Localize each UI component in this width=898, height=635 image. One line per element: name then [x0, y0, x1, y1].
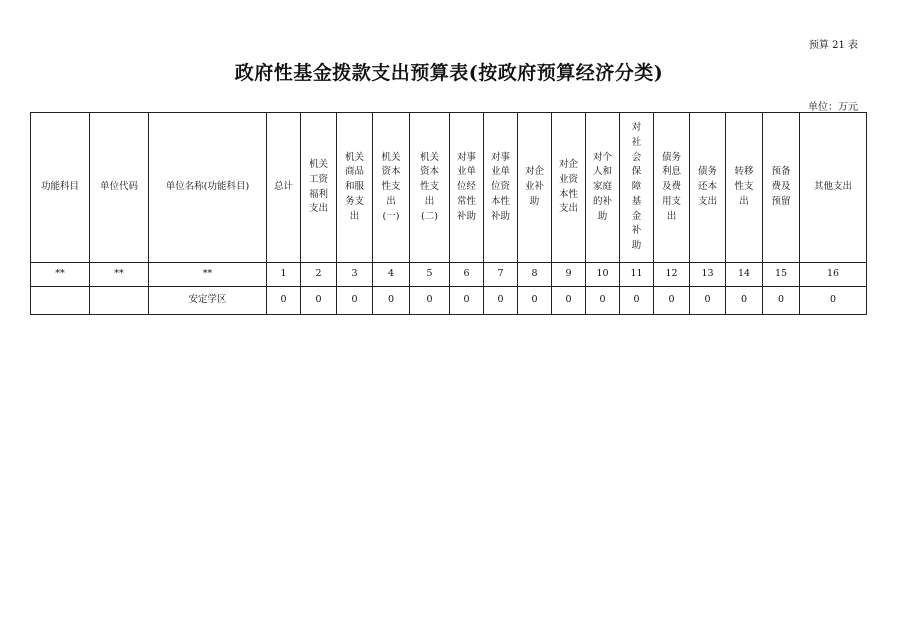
- index-cell: 3: [337, 263, 373, 287]
- form-number: 预算 21 表: [808, 40, 858, 51]
- header-label: 机关商品和服务支出: [344, 151, 364, 222]
- header-col: [654, 113, 690, 263]
- header-col: [690, 113, 726, 263]
- index-cell: 13: [690, 263, 726, 287]
- index-cell: 16: [800, 263, 867, 287]
- index-cell: **: [90, 263, 149, 287]
- value-cell: 0: [690, 287, 726, 315]
- header-col: [337, 113, 373, 263]
- value-cell: 0: [586, 287, 620, 315]
- function-subject-cell: [31, 287, 90, 315]
- index-cell: 2: [301, 263, 337, 287]
- header-label: 机关资本性支出(一): [381, 151, 401, 222]
- value-cell: 0: [301, 287, 337, 315]
- header-label: 其他支出: [813, 181, 852, 193]
- value-cell: 0: [800, 287, 867, 315]
- value-cell: 0: [726, 287, 763, 315]
- header-label: 债务利息及费用支出: [661, 151, 681, 222]
- page-title: 政府性基金拨款支出预算表(按政府预算经济分类): [234, 62, 664, 84]
- value-cell: 0: [620, 287, 654, 315]
- index-cell: 7: [484, 263, 518, 287]
- header-label: 机关资本性支出(二): [419, 151, 439, 222]
- header-col: [763, 113, 800, 263]
- unit-label: 单位：万元: [808, 102, 858, 113]
- budget-table: [30, 112, 867, 315]
- value-cell: 0: [373, 287, 410, 315]
- header-label: 机关工资福利支出: [308, 159, 328, 215]
- header-unit-name: 单位名称(功能科目): [149, 113, 267, 263]
- index-cell: 10: [586, 263, 620, 287]
- header-label: 对个人和家庭的补助: [592, 151, 612, 222]
- header-label: 对企业资本性支出: [558, 159, 578, 215]
- header-label: 预备费及预留: [771, 166, 791, 207]
- header-col: [800, 113, 867, 263]
- header-function-subject: 功能科目: [31, 113, 90, 263]
- index-cell: 12: [654, 263, 690, 287]
- table-header-row: [31, 113, 867, 263]
- index-cell: **: [149, 263, 267, 287]
- header-col: [450, 113, 484, 263]
- value-cell: 0: [484, 287, 518, 315]
- index-cell: 5: [410, 263, 450, 287]
- unit-code-cell: [90, 287, 149, 315]
- header-col: [620, 113, 654, 263]
- index-cell: **: [31, 263, 90, 287]
- header-label: 转移性支出: [734, 166, 754, 207]
- value-cell: 0: [450, 287, 484, 315]
- table-row: [31, 287, 867, 315]
- index-cell: 11: [620, 263, 654, 287]
- index-cell: 1: [267, 263, 301, 287]
- header-label: 债务还本支出: [697, 166, 717, 207]
- header-label: 对社会保障基金补助: [631, 122, 642, 252]
- value-cell: 0: [552, 287, 586, 315]
- index-row: [31, 263, 867, 287]
- index-cell: 6: [450, 263, 484, 287]
- header-col: [410, 113, 450, 263]
- header-col: [301, 113, 337, 263]
- header-total: 总计: [267, 113, 301, 263]
- header-col: [484, 113, 518, 263]
- header-col: [552, 113, 586, 263]
- unit-name-cell: 安定学区: [149, 287, 267, 315]
- value-cell: 0: [410, 287, 450, 315]
- index-cell: 8: [518, 263, 552, 287]
- header-label: 对事业单位经常性补助: [456, 151, 476, 222]
- value-cell: 0: [337, 287, 373, 315]
- index-cell: 15: [763, 263, 800, 287]
- value-cell: 0: [763, 287, 800, 315]
- value-cell: 0: [518, 287, 552, 315]
- index-cell: 9: [552, 263, 586, 287]
- header-label: 对企业补助: [524, 166, 544, 207]
- header-col: [586, 113, 620, 263]
- header-unit-code: 单位代码: [90, 113, 149, 263]
- index-cell: 14: [726, 263, 763, 287]
- value-cell: 0: [267, 287, 301, 315]
- value-cell: 0: [654, 287, 690, 315]
- header-col: [373, 113, 410, 263]
- header-label: 对事业单位资本性补助: [490, 151, 510, 222]
- header-col: [726, 113, 763, 263]
- index-cell: 4: [373, 263, 410, 287]
- header-col: [518, 113, 552, 263]
